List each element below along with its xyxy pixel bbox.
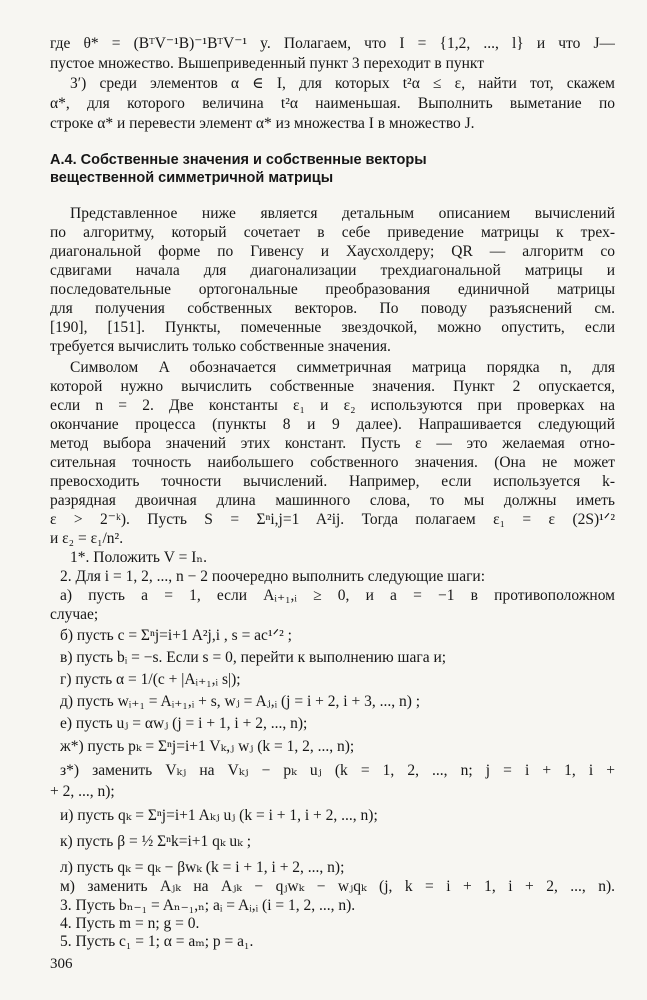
text-line: пустое множество. Вышеприведенный пункт 3 переходит в пункт	[50, 55, 485, 72]
paragraph-line: окончание процесса (пункты 8 и 9 далее). Напрашивается следующий	[50, 416, 615, 433]
step-line: г) пусть α = 1/(c + |Aᵢ₊₁,ᵢ s|);	[60, 671, 241, 688]
text-line: где θ* = (BᵀV⁻¹B)⁻¹BᵀV⁻¹ y. Полагаем, что I = {1,2, ..., l} и что J—	[50, 35, 615, 52]
step-line: 1*. Положить V = Iₙ.	[70, 549, 207, 566]
step-line: + 2, ..., n);	[50, 783, 115, 800]
section-heading: вещественной симметричной матрицы	[50, 170, 334, 186]
section-heading: А.4. Собственные значения и собственные векторы	[50, 152, 427, 168]
paragraph-line: если n = 2. Две константы ε₁ и ε₂ используются при проверках на	[50, 397, 615, 414]
step-line: и) пусть qₖ = Σⁿj=i+1 Aₖⱼ uⱼ (k = i + 1, i + 2, ..., n);	[60, 807, 378, 824]
step-line: д) пусть wᵢ₊₁ = Aᵢ₊₁,ᵢ + s, wⱼ = Aⱼ,ᵢ (j = i + 2, i + 3, ..., n) ;	[60, 693, 421, 710]
step-line: в) пусть bᵢ = −s. Если s = 0, перейти к выполнению шага и;	[60, 649, 447, 666]
text-line: 3′) среди элементов α ∈ I, для которых t²α ≤ ε, найти тот, скажем	[70, 75, 615, 92]
paragraph-line: Представленное ниже является детальным описанием вычислений	[70, 205, 615, 222]
step-line: 5. Пусть c₁ = 1; α = aₘ; p = a₁.	[60, 933, 254, 950]
paragraph-line: и ε₂ = ε₁/n².	[50, 530, 124, 547]
paragraph-line: по алгоритму, который сочетает в себе приведение матрицы к трех-	[50, 224, 615, 241]
paragraph-line: превосходить точности вычислений. Например, если используется k-	[50, 473, 615, 490]
step-line: м) заменить Aⱼₖ на Aⱼₖ − qⱼwₖ − wⱼqₖ (j, k = i + 1, i + 2, ..., n).	[60, 878, 615, 895]
step-line: л) пусть qₖ = qₖ − βwₖ (k = i + 1, i + 2, ..., n);	[60, 859, 345, 876]
paragraph-line: последовательные ортогональные преобразования единичной матрицы	[50, 281, 615, 298]
step-line: 2. Для i = 1, 2, ..., n − 2 поочередно выполнить следующие шаги:	[60, 568, 486, 585]
page-number: 306	[50, 956, 73, 972]
paragraph-line: ε > 2⁻ᵏ). Пусть S = Σⁿi,j=1 A²ij. Тогда полагаем ε₁ = ε (2S)¹ᐟ²	[50, 511, 615, 528]
text-line: α*, для которого величина t²α наименьшая. Выполнить выметание по	[50, 95, 615, 112]
text-line: строке α* и перевести элемент α* из множества I в множество J.	[50, 115, 475, 132]
paragraph-line: метод выбора значений этих констант. Пусть ε — это желаемая отно-	[50, 435, 615, 452]
step-line: б) пусть c = Σⁿj=i+1 A²j,i , s = ac¹ᐟ² ;	[60, 627, 292, 644]
paragraph-line: сительная точность наибольшего собственного значения. (Она не может	[50, 454, 615, 471]
paragraph-line: диагональной форме по Гивенсу и Хаусхолдеру; QR — алгоритм со	[50, 243, 615, 260]
paragraph-line: разрядная двоичная длина машинного слова, то мы должны иметь	[50, 492, 615, 509]
step-line: 3. Пусть bₙ₋₁ = Aₙ₋₁,ₙ; aᵢ = Aᵢ,ᵢ (i = 1, 2, ..., n).	[60, 897, 356, 914]
paragraph-line: которой нужно вычислить собственные значения. Пункт 2 опускается,	[50, 378, 615, 395]
step-line: а) пусть a = 1, если Aᵢ₊₁,ᵢ ≥ 0, и a = −1 в противоположном	[60, 587, 615, 604]
paragraph-line: Символом A обозначается симметричная матрица порядка n, для	[70, 359, 615, 376]
step-line: 4. Пусть m = n; g = 0.	[60, 915, 200, 932]
step-line: ж*) пусть pₖ = Σⁿj=i+1 Vₖ,ⱼ wⱼ (k = 1, 2, ..., n);	[60, 738, 355, 755]
paragraph-line: требуется вычислить только собственные значения.	[50, 338, 391, 355]
paragraph-line: сдвигами начала для диагонализации трехдиагональной матрицы и	[50, 262, 615, 279]
step-line: е) пусть uⱼ = αwⱼ (j = i + 1, i + 2, ..., n);	[60, 715, 308, 732]
step-line: з*) заменить Vₖⱼ на Vₖⱼ − pₖ uⱼ (k = 1, 2, ..., n; j = i + 1, i +	[60, 762, 615, 779]
step-line: к) пусть β = ½ Σⁿk=i+1 qₖ uₖ ;	[60, 833, 252, 850]
paragraph-line: [190], [151]. Пункты, помеченные звездочкой, можно опустить, если	[50, 319, 615, 336]
step-line: случае;	[50, 606, 99, 623]
paragraph-line: для получения собственных векторов. По поводу разъяснений см.	[50, 300, 615, 317]
